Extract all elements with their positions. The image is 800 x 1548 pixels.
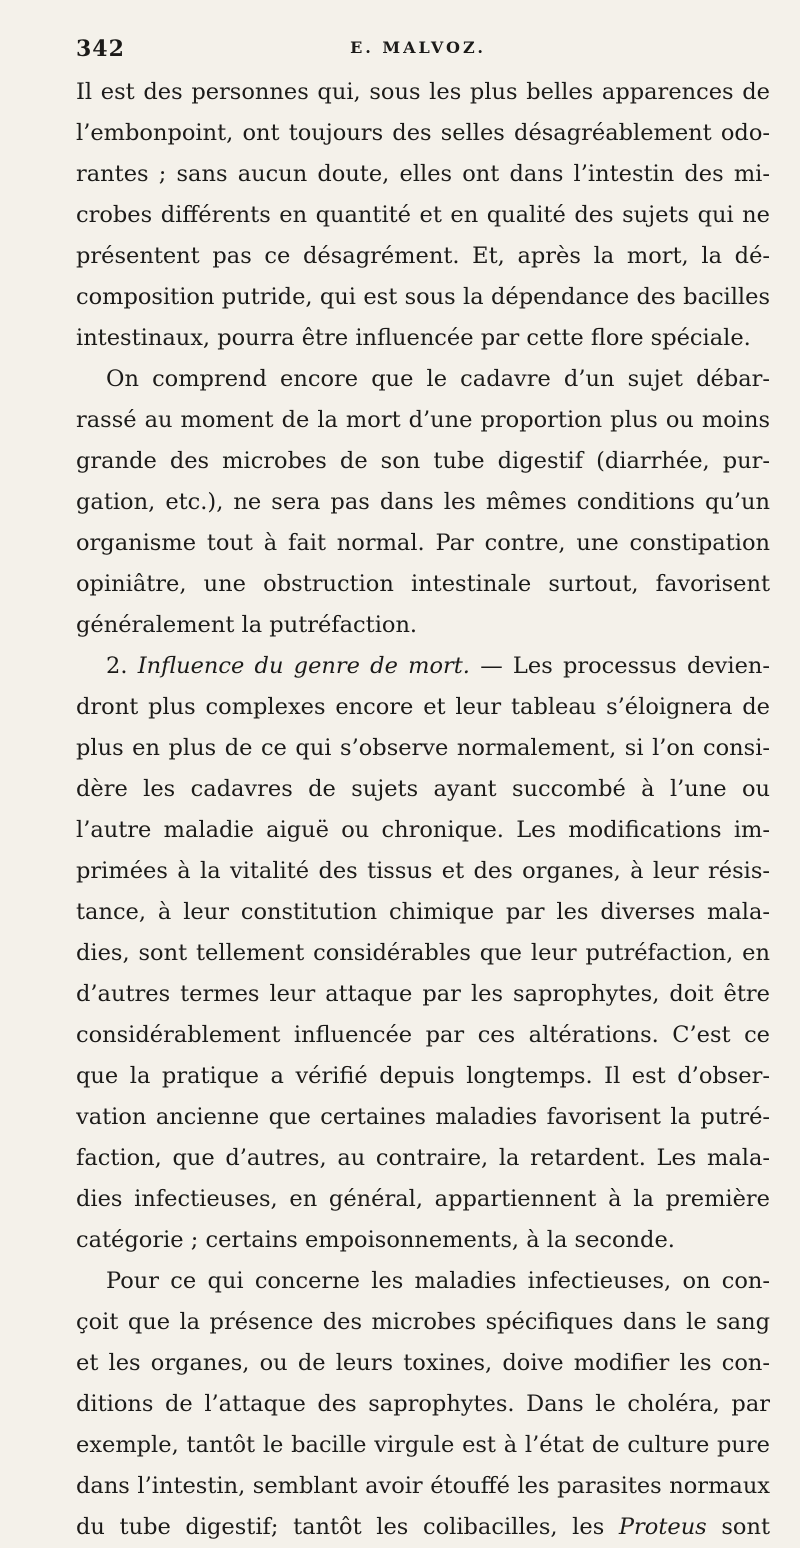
text-line — [76, 810, 770, 851]
line-text: d’autres termes leur attaque par les saprophytes, doit être — [76, 981, 770, 1007]
text-line — [76, 1261, 770, 1302]
text-line — [76, 1015, 770, 1056]
line-text: primées à la vitalité des tissus et des organes, à leur résis- — [76, 858, 770, 884]
line-text: dans l’intestin, semblant avoir étouffé les parasites normaux — [76, 1473, 770, 1499]
line-text: faction, que d’autres, au contraire, la retardent. Les mala- — [76, 1145, 770, 1171]
line-text: gation, etc.), ne sera pas dans les mêmes conditions qu’un — [76, 489, 770, 515]
text-line — [76, 359, 770, 400]
text-line — [76, 933, 770, 974]
line-text: l’autre maladie aiguë ou chronique. Les modifications im- — [76, 817, 770, 843]
line-text: dies, sont tellement considérables que leur putréfaction, en — [76, 940, 770, 966]
line-text: composition putride, qui est sous la dépendance des bacilles — [76, 284, 770, 310]
text-line — [76, 1220, 770, 1261]
line-text: dies infectieuses, en général, appartiennent à la première — [76, 1186, 770, 1212]
page-header — [76, 36, 760, 66]
line-text: rantes ; sans aucun doute, elles ont dans l’intestin des mi- — [76, 161, 770, 187]
line-text: dère les cadavres de sujets ayant succombé à l’une ou — [76, 776, 770, 802]
line-text: l’embonpoint, ont toujours des selles désagréablement odo- — [76, 120, 770, 146]
text-line — [76, 1302, 770, 1343]
text-line — [76, 646, 770, 687]
text-line — [76, 1138, 770, 1179]
line-text: vation ancienne que certaines maladies favorisent la putré- — [76, 1104, 770, 1130]
line-text: grande des microbes de son tube digestif (diarrhée, pur- — [76, 448, 770, 474]
line-text: opiniâtre, une obstruction intestinale surtout, favorisent — [76, 571, 770, 597]
text-line — [76, 1507, 770, 1548]
line-text: tance, à leur constitution chimique par les diverses mala- — [76, 899, 770, 925]
text-line — [76, 441, 770, 482]
text-line — [76, 1466, 770, 1507]
text-line — [76, 564, 770, 605]
line-text: intestinaux, pourra être influencée par cette flore spéciale. — [76, 325, 751, 351]
text-line — [76, 154, 770, 195]
text-line — [76, 1097, 770, 1138]
text-line — [76, 1343, 770, 1384]
line-text-tail: sont — [706, 1514, 770, 1540]
text-line — [76, 400, 770, 441]
page-number: 342 — [76, 36, 125, 62]
section-number: 2. — [106, 653, 138, 679]
line-text: rassé au moment de la mort d’une proportion plus ou moins — [76, 407, 770, 433]
text-line — [76, 605, 770, 646]
running-head: E. MALVOZ. — [350, 38, 486, 57]
text-line — [76, 1425, 770, 1466]
line-text: considérablement influencée par ces altérations. C’est ce — [76, 1022, 770, 1048]
line-text: exemple, tantôt le bacille virgule est à l’état de culture pure — [76, 1432, 770, 1458]
line-text: crobes différents en quantité et en qualité des sujets qui ne — [76, 202, 770, 228]
text-line — [76, 482, 770, 523]
text-line — [76, 974, 770, 1015]
text-line — [76, 113, 770, 154]
text-line — [76, 892, 770, 933]
line-text: catégorie ; certains empoisonnements, à la seconde. — [76, 1227, 675, 1253]
line-text: organisme tout à fait normal. Par contre, une constipation — [76, 530, 770, 556]
line-text: Pour ce qui concerne les maladies infectieuses, on con- — [106, 1268, 770, 1294]
text-line — [76, 523, 770, 564]
line-text: çoit que la présence des microbes spécifiques dans le sang — [76, 1309, 770, 1335]
text-line — [76, 236, 770, 277]
line-text: plus en plus de ce qui s’observe normalement, si l’on consi- — [76, 735, 770, 761]
line-text: du tube digestif; tantôt les colibacilles, les — [76, 1514, 619, 1540]
text-line — [76, 277, 770, 318]
line-text: ditions de l’attaque des saprophytes. Dans le choléra, par — [76, 1391, 770, 1417]
body-text — [76, 72, 770, 1548]
line-text: Il est des personnes qui, sous les plus belles apparences de — [76, 79, 770, 105]
text-line — [76, 687, 770, 728]
line-text: On comprend encore que le cadavre d’un sujet débar- — [106, 366, 770, 392]
text-line — [76, 851, 770, 892]
line-text: et les organes, ou de leurs toxines, doive modifier les con- — [76, 1350, 770, 1376]
text-line — [76, 318, 770, 359]
text-line — [76, 728, 770, 769]
text-line — [76, 195, 770, 236]
text-line — [76, 1179, 770, 1220]
italic-term: Proteus — [618, 1514, 707, 1540]
line-text: dront plus complexes encore et leur tableau s’éloignera de — [76, 694, 770, 720]
line-text: généralement la putréfaction. — [76, 612, 418, 638]
section-heading: Influence du genre de mort. — [137, 653, 470, 679]
text-line — [76, 1384, 770, 1425]
line-text: présentent pas ce désagrément. Et, après la mort, la dé- — [76, 243, 770, 269]
line-text: — Les processus devien- — [469, 653, 770, 679]
line-text: que la pratique a vérifié depuis longtemps. Il est d’obser- — [76, 1063, 770, 1089]
text-line — [76, 769, 770, 810]
text-line — [76, 1056, 770, 1097]
text-line — [76, 72, 770, 113]
